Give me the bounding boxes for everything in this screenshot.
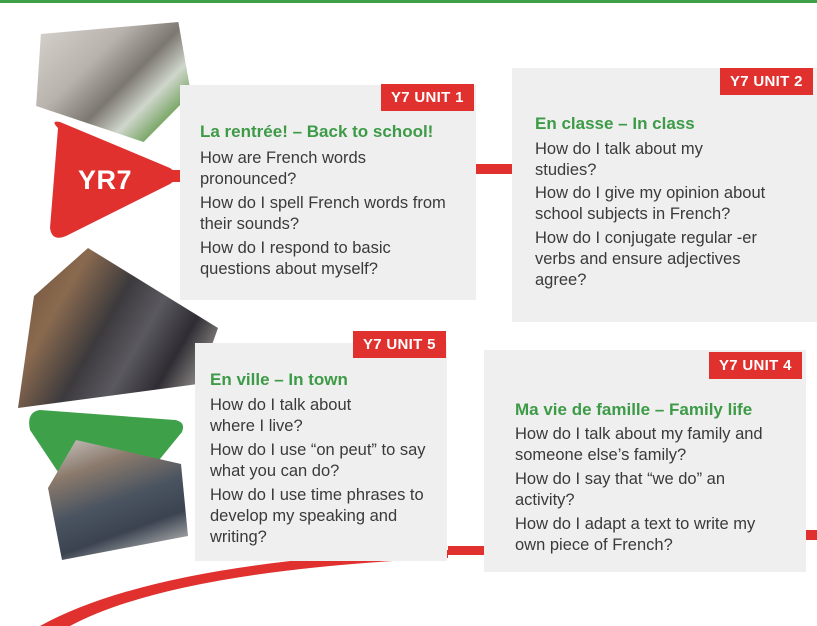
- unit-title-2: En classe – In class: [535, 114, 695, 133]
- unit1-question-3: How do I respond to basic questions about myself?: [200, 239, 391, 278]
- unit5-question-1: How do I talk about where I live?: [210, 396, 352, 435]
- unit4-question-2: How do I say that “we do” an activity?: [515, 470, 726, 509]
- bottom-red-swoosh: [40, 550, 448, 626]
- unit1-question-2: How do I spell French words from their sounds?: [200, 194, 446, 233]
- connector-unit4-unit5: [448, 546, 484, 555]
- unit4-question-1: How do I talk about my family and someone else’s family?: [515, 425, 763, 464]
- unit2-question-2: How do I give my opinion about school subjects in French?: [535, 184, 766, 223]
- unit-title-4: Ma vie de famille – Family life: [515, 400, 753, 419]
- unit-tag-4: Y7 UNIT 4: [709, 352, 802, 379]
- unit5-question-3: How do I use time phrases to develop my speaking and writing?: [210, 486, 424, 546]
- unit5-question-2: How do I use “on peut” to say what you can do?: [210, 441, 426, 480]
- unit1-question-1: How are French words pronounced?: [200, 149, 366, 188]
- unit-tag-2: Y7 UNIT 2: [720, 68, 813, 95]
- unit-tag-5: Y7 UNIT 5: [353, 331, 446, 358]
- connector-unit4-edge: [805, 530, 817, 540]
- unit-title-1: La rentrée! – Back to school!: [200, 122, 434, 141]
- connector-unit1-unit2: [476, 164, 512, 174]
- unit2-question-1: How do I talk about my studies?: [535, 140, 703, 179]
- unit-tag-1: Y7 UNIT 1: [381, 84, 474, 111]
- unit4-question-3: How do I adapt a text to write my own piece of French?: [515, 515, 756, 554]
- unit-title-5: En ville – In town: [210, 370, 348, 389]
- unit2-question-3: How do I conjugate regular -er verbs and ensure adjectives agree?: [535, 229, 757, 289]
- year-label: YR7: [78, 165, 133, 195]
